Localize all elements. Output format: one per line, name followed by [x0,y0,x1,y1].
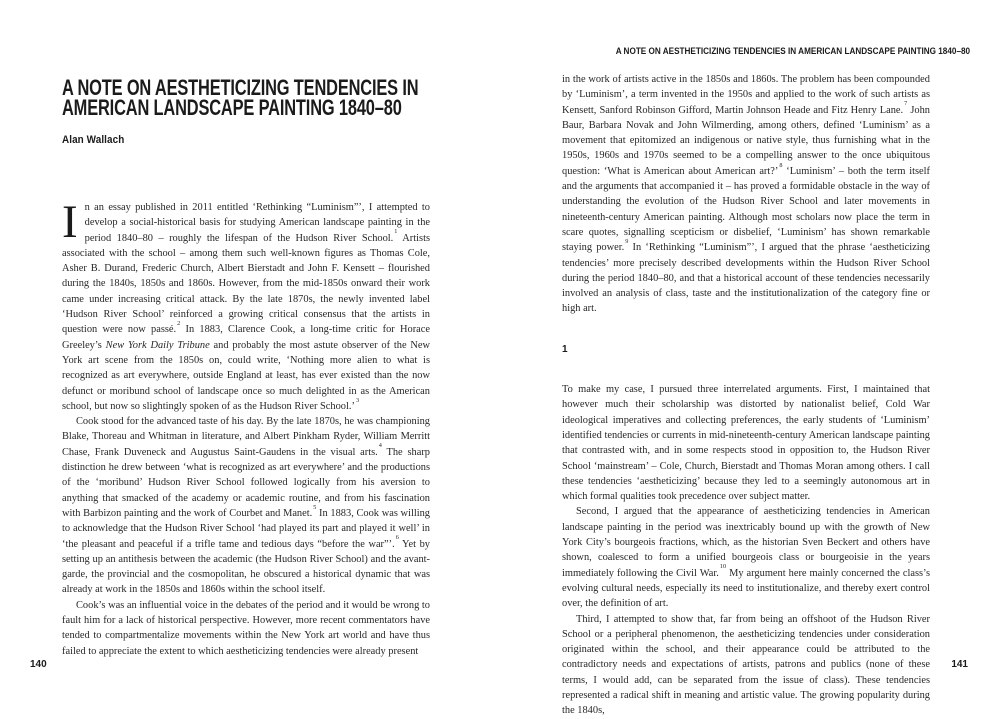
paragraph: Second, I argued that the appearance of aestheticizing tendencies in American landscape painting in the period was inextricably bound up with the growth of New York City’s bourgeois fractions, which, as the historian Sven Beckert and others have shown, coalesced to form a unified bourgeois class or bourgeoisie in the years immediately following the Civil War.$^{10}$ My argument here mainly concerned the class’s evolving cultural needs, especially its need to institutionalize, and thereby exert control over, the definition of art. [562,506,930,610]
author-name: Alan Wallach [62,134,125,146]
right-body-column [562,72,930,719]
paragraph: To make my case, I pursued three interrelated arguments. First, I maintained that however much their scholarship was distorted by nationalist belief, Cold War ideological imperatives and collecting preferences, the early students of ‘Luminism’ identified tendencies or currents in mid-nineteenth-century American landscape painting that contrasted with, and in some respects stood in opposition to, the Hudson River School ‘mainstream’ – Cole, Church, Bierstadt and Thomas Moran among others. I call these tendencies ‘aestheticizing’ because they led to a seemingly autonomous art in which formal qualities took precedence over subject matter. [562,384,930,503]
page-number-right: 141 [951,659,968,670]
article-title-line-2: AMERICAN LANDSCAPE PAINTING 1840–80 [62,95,402,121]
article-title [62,74,435,121]
paragraph: in the work of artists active in the 1850s and 1860s. The problem has been compounded by ‘Luminism’, a term invented in the 1950s and applied to the work of such artists as Kensett, Sanford Robinson Gifford, Martin Johnson Heade and Fitz Henry Lane.$^7$ John Baur, Barbara Novak and John Wilmerding, among others, defined ‘Luminism’ as a movement that epitomized an indigenous or native style, thus furnishing what in the 1950s, 1960s and 1970s seemed to be a compelling answer to the once ubiquitous question: ‘What is American about American art?’$^8$ ‘Luminism’ – both the term itself and the arguments that accompanied it – has proved a formidable obstacle in the way of understanding the evolution of the Hudson River School and later movements in nineteenth-century American painting. Although most scholars now place the term in scare quotes, signalling scepticism or disbelief, ‘Luminism’ has shown remarkable staying power.$^9$ In ‘Rethinking “Luminism”’, I argued that the phrase ‘aestheticizing tendencies’ more precisely described developments within the Hudson River School during the period 1840–80, and that a historical account of these tendencies necessarily involved an analysis of class, taste and the institutionalization of the category fine or high art. [562,74,930,315]
page-number-left: 140 [30,659,47,670]
paragraph: Third, I attempted to show that, far from being an offshoot of the Hudson River School or a peripheral phenomenon, the aestheticizing tendencies under consideration originated within the school, and their appearance could be attributed to the contradictory needs and expectations of artists, patrons and publics (none of these terms, I would add, can be separated from the issue of class). These tendencies represented a radical shift in meaning and artistic value. The growing popularity during the 1840s, [562,613,930,717]
dropcap-letter: I [62,196,78,248]
paragraph: Cook’s was an influential voice in the debates of the period and it would be wrong to fault him for a lack of historical perspective. However, more recent commentators have tended to compartmentalize movements within the New York art world and have thus failed to appreciate the extent to which aestheticizing tendencies were already present [62,599,430,657]
paragraph [62,196,431,414]
paragraph: Cook stood for the advanced taste of his day. By the late 1870s, he was championing Blake, Thoreau and Whitman in literature, and Albert Pinkham Ryder, William Merritt Chase, Frank Duveneck and Augustus Saint-Gaudens in the visual arts.$^4$ The sharp distinction he drew between ‘what is recognized as art everywhere’ and the productions of the ‘moribund’ Hudson River School followed logically from his aversion to anything that smacked of the academy or academic routine, and from his fascination with Barbizon painting and the work of Courbet and Manet.$^5$ In 1883, Cook was willing to acknowledge that the Hudson River School ‘had played its part and played it well’ in ‘the pleasant and peaceful if a trifle tame and tedious days “before the war”’.$^6$ Yet by setting up an antithesis between the academic (the Hudson River School) and the avant-garde, the provincial and the cosmopolitan, he obscured a historical dynamic that was already at work in the 1850s and 1860s within the school itself. [62,416,431,596]
article-title-line-1: A NOTE ON AESTHETICIZING TENDENCIES IN [62,74,419,100]
left-body-column [62,196,431,659]
paragraph-text: n an essay published in 2011 entitled ‘Rethinking “Luminism”’, I attempted to develop a social-historical basis for studying American landscape painting in the period 1840–80 – roughly the lifespan of the Hudson River School.$^1$ Artists associated with the school – among them such well-known figures as Thomas Cole, Asher B. Durand, Frederic Church, Albert Bierstadt and John F. Kensett – flourished during the 1840s, 1850s and 1860s. However, from the mid-1850s onward their work came under increasing critical attack. By the late 1870s, the newly invented label ‘Hudson River School’ reinforced a growing critical consensus that the artists in question were now passé.$^2$ In 1883, Clarence Cook, a long-time critic for Horace Greeley’s New York Daily Tribune and probably the most astute observer of the New York art scene from the 1850s on, could write, ‘Nothing more alien to what is recognized as art everywhere, outside England at least, has ever existed than the now defunct or moribund school of landscape once so much delighted in as the American school, but now so slightingly spoken of as the Hudson River School.’$^3$ [62,202,431,412]
running-header: A NOTE ON AESTHETICIZING TENDENCIES IN AMERICAN LANDSCAPE PAINTING 1840–80 [615,46,970,57]
section-number: 1 [562,343,568,355]
